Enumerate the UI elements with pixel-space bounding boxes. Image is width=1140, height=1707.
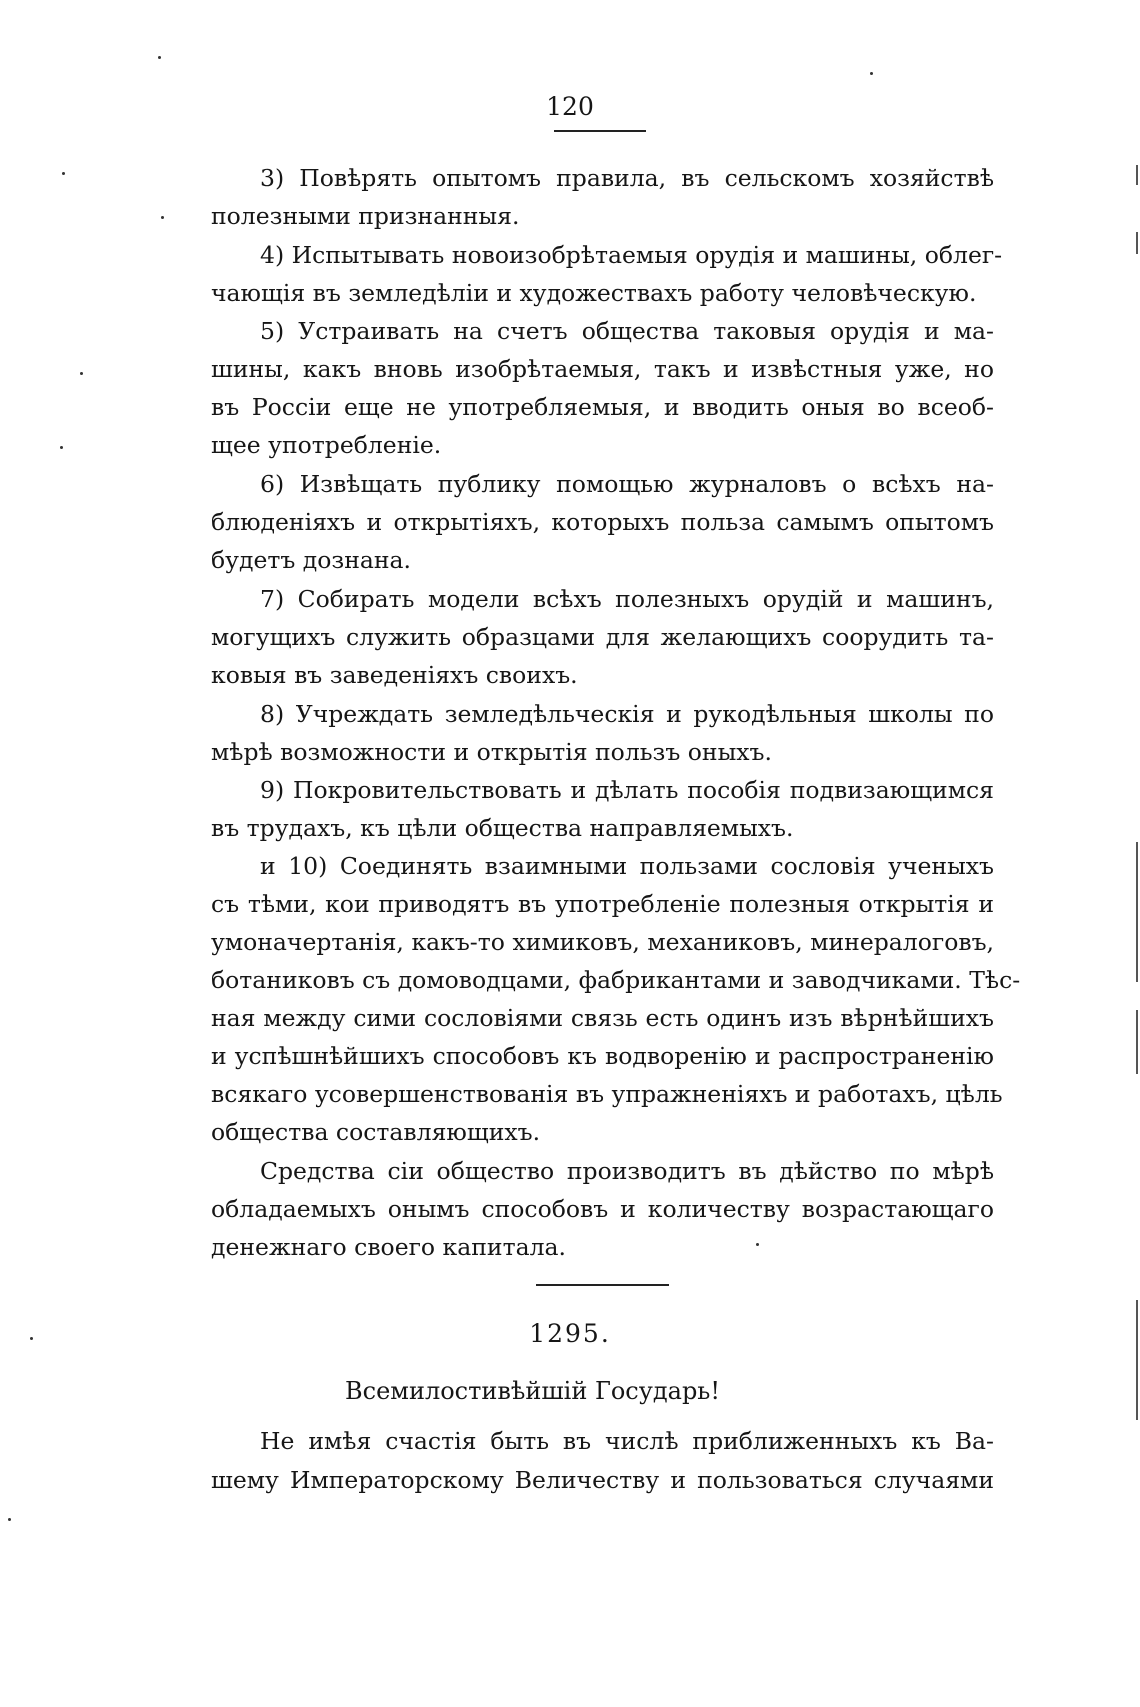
scan-speck <box>60 446 63 449</box>
scan-speck <box>30 1337 33 1340</box>
text-line: полезными признанныя. <box>211 202 520 230</box>
text-line: 7) Собирать модели всѣхъ полезныхъ орудій и машинъ, <box>260 585 994 613</box>
text-line: общества составляющихъ. <box>211 1118 541 1146</box>
scan-edge-mark <box>1136 1010 1138 1074</box>
scan-edge-mark <box>1136 232 1138 254</box>
scan-speck <box>62 172 65 175</box>
text-line: Не имѣя счастія быть въ числѣ приближенныхъ къ Ва- <box>260 1427 994 1455</box>
text-line: шины, какъ вновь изобрѣтаемыя, такъ и извѣстныя уже, но <box>211 355 994 383</box>
text-line: денежнаго своего капитала. <box>211 1233 566 1261</box>
text-line: 5) Устраивать на счетъ общества таковыя орудія и ма- <box>260 317 994 345</box>
text-line: 4) Испытывать новоизобрѣтаемыя орудія и машины, облег- <box>260 241 1003 269</box>
scan-speck <box>158 56 161 59</box>
text-line: мѣрѣ возможности и открытія пользъ оныхъ. <box>211 738 772 766</box>
text-line: 9) Покровительствовать и дѣлать пособія подвизающимся <box>260 776 994 804</box>
text-line: въ трудахъ, къ цѣли общества направляемыхъ. <box>211 814 794 842</box>
text-line: и успѣшнѣйшихъ способовъ къ водворенію и распространенію <box>211 1042 994 1070</box>
document-number: 1295. <box>529 1319 611 1348</box>
text-line: ботаниковъ съ домоводцами, фабрикантами и заводчиками. Тѣс- <box>211 966 1021 994</box>
text-line: обладаемыхъ онымъ способовъ и количеству возрастающаго <box>211 1195 994 1223</box>
scan-speck <box>756 1243 759 1246</box>
scan-edge-mark <box>1136 842 1138 982</box>
page-number: 120 <box>546 92 594 121</box>
text-line: блюденіяхъ и открытіяхъ, которыхъ польза самымъ опытомъ <box>211 508 994 536</box>
text-line: шему Императорскому Величеству и пользоваться случаями <box>211 1466 994 1494</box>
section-divider <box>536 1284 669 1286</box>
scan-speck <box>80 372 83 375</box>
scan-speck <box>161 216 164 219</box>
text-line: и 10) Соединять взаимными пользами сословія ученыхъ <box>260 852 994 880</box>
text-line: въ Россіи еще не употребляемыя, и вводить оныя во всеоб- <box>211 393 994 421</box>
text-line: ковыя въ заведеніяхъ своихъ. <box>211 661 578 689</box>
salutation: Всемилостивѣйшій Государь! <box>345 1377 721 1405</box>
text-line: могущихъ служить образцами для желающихъ соорудить та- <box>211 623 994 651</box>
text-line: 8) Учреждать земледѣльческія и рукодѣльныя школы по <box>260 700 994 728</box>
scan-speck <box>870 72 873 75</box>
text-line: 6) Извѣщать публику помощью журналовъ о всѣхъ на- <box>260 470 994 498</box>
text-line: всякаго усовершенствованія въ упражненіяхъ и работахъ, цѣль <box>211 1080 1003 1108</box>
text-line: щее употребленіе. <box>211 431 442 459</box>
scan-speck <box>8 1518 11 1521</box>
text-line: съ тѣми, кои приводятъ въ употребленіе полезныя открытія и <box>211 890 994 918</box>
text-line: 3) Повѣрять опытомъ правила, въ сельскомъ хозяйствѣ <box>260 164 994 192</box>
scan-edge-mark <box>1136 165 1138 185</box>
text-line: Средства сіи общество производитъ въ дѣйство по мѣрѣ <box>260 1157 994 1185</box>
text-line: будетъ дознана. <box>211 546 412 574</box>
page-number-rule <box>554 130 646 132</box>
text-line: умоначертанія, какъ-то химиковъ, механиковъ, минералоговъ, <box>211 928 994 956</box>
text-line: ная между сими сословіями связь есть одинъ изъ вѣрнѣйшихъ <box>211 1004 994 1032</box>
text-line: чающія въ земледѣліи и художествахъ работу человѣческую. <box>211 279 977 307</box>
scan-edge-mark <box>1136 1300 1138 1420</box>
